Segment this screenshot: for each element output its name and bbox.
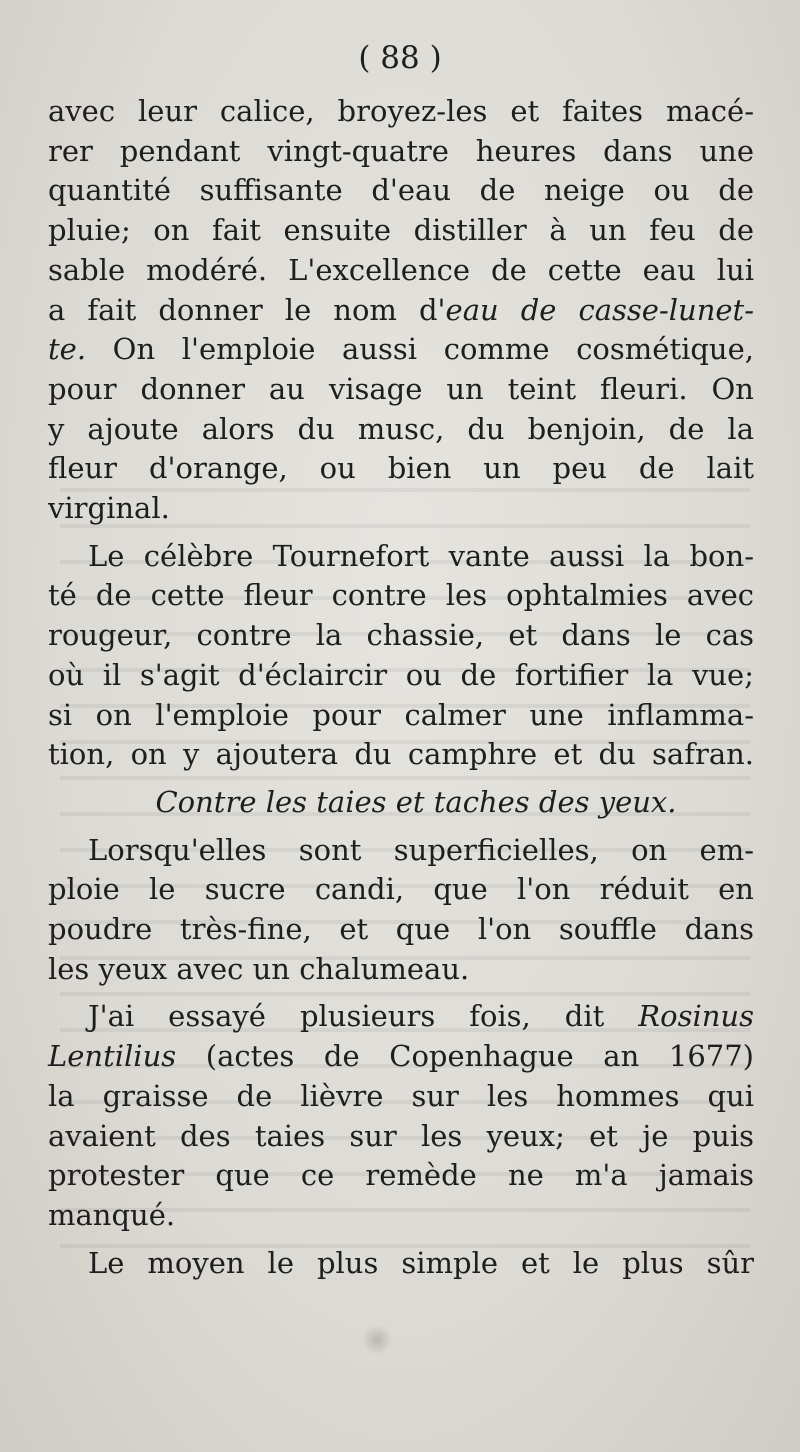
text-line: rougeur, contre la chassie, et dans le cas (48, 618, 754, 653)
paragraph-gap (48, 823, 754, 831)
text-line: manqué. (48, 1197, 176, 1232)
text-line: ploie le sucre candi, que l'on réduit en (48, 872, 754, 907)
italic-term: te. (48, 332, 87, 367)
text-line (48, 1037, 754, 1077)
text-line: virginal. (48, 491, 170, 526)
text-line: pluie; on fait ensuite distiller à un feu de (48, 213, 754, 248)
text-segment: J'ai essayé plusieurs fois, dit (88, 999, 639, 1034)
text-line: rer pendant vingt-quatre heures dans une (48, 133, 754, 168)
text-line: tion, on y ajoutera du camphre et du safran. (48, 737, 754, 772)
text-line: té de cette fleur contre les ophtalmies avec (48, 578, 754, 613)
text-line: fleur d'orange, ou bien un peu de lait (48, 451, 754, 486)
text-line: Lorsqu'elles sont superficielles, on em- (88, 832, 754, 867)
author-name: Lentilius (48, 1039, 177, 1074)
section-heading: Contre les taies et taches des yeux. (155, 784, 677, 819)
text-segment: On l'emploie aussi comme cosmétique, (86, 332, 754, 367)
text-line: avec leur calice, broyez-les et faites macé- (48, 94, 754, 128)
page-number: ( 88 ) (358, 40, 442, 76)
text-line: protester que ce remède ne m'a jamais (48, 1158, 754, 1193)
text-line: sable modéré. L'excellence de cette eau lui (48, 252, 754, 287)
text-segment: a fait donner le nom d' (48, 292, 446, 327)
text-segment: (actes de Copenhague an 1677) (176, 1039, 754, 1074)
text-line: si on l'emploie pour calmer une inflamma- (48, 697, 754, 732)
text-line: Le moyen le plus simple et le plus sûr (88, 1245, 754, 1280)
body-text (48, 92, 754, 1283)
text-line: y ajoute alors du musc, du benjoin, de la (48, 411, 754, 446)
text-line (48, 330, 754, 370)
author-name: Rosinus (638, 999, 754, 1034)
text-line: poudre très-fine, et que l'on souffle dans (48, 912, 754, 947)
text-line: où il s'agit d'éclaircir ou de fortifier la vue; (48, 657, 754, 692)
text-line: pour donner au visage un teint fleuri. On (48, 371, 754, 406)
paragraph-gap (48, 989, 754, 997)
text-line: quantité suffisante d'eau de neige ou de (48, 173, 754, 208)
paragraph-gap (48, 775, 754, 783)
paragraph-gap (48, 1236, 754, 1244)
text-line: la graisse de lièvre sur les hommes qui (48, 1078, 754, 1113)
ink-smudge (362, 1325, 392, 1355)
text-line: Le célèbre Tournefort vante aussi la bon- (88, 538, 754, 573)
italic-term: eau de casse-lunet- (445, 292, 754, 327)
paragraph-gap (48, 529, 754, 537)
text-line: les yeux avec un chalumeau. (48, 951, 470, 986)
text-line (48, 291, 754, 331)
text-line (48, 997, 754, 1037)
text-line: avaient des taies sur les yeux; et je puis (48, 1118, 754, 1153)
